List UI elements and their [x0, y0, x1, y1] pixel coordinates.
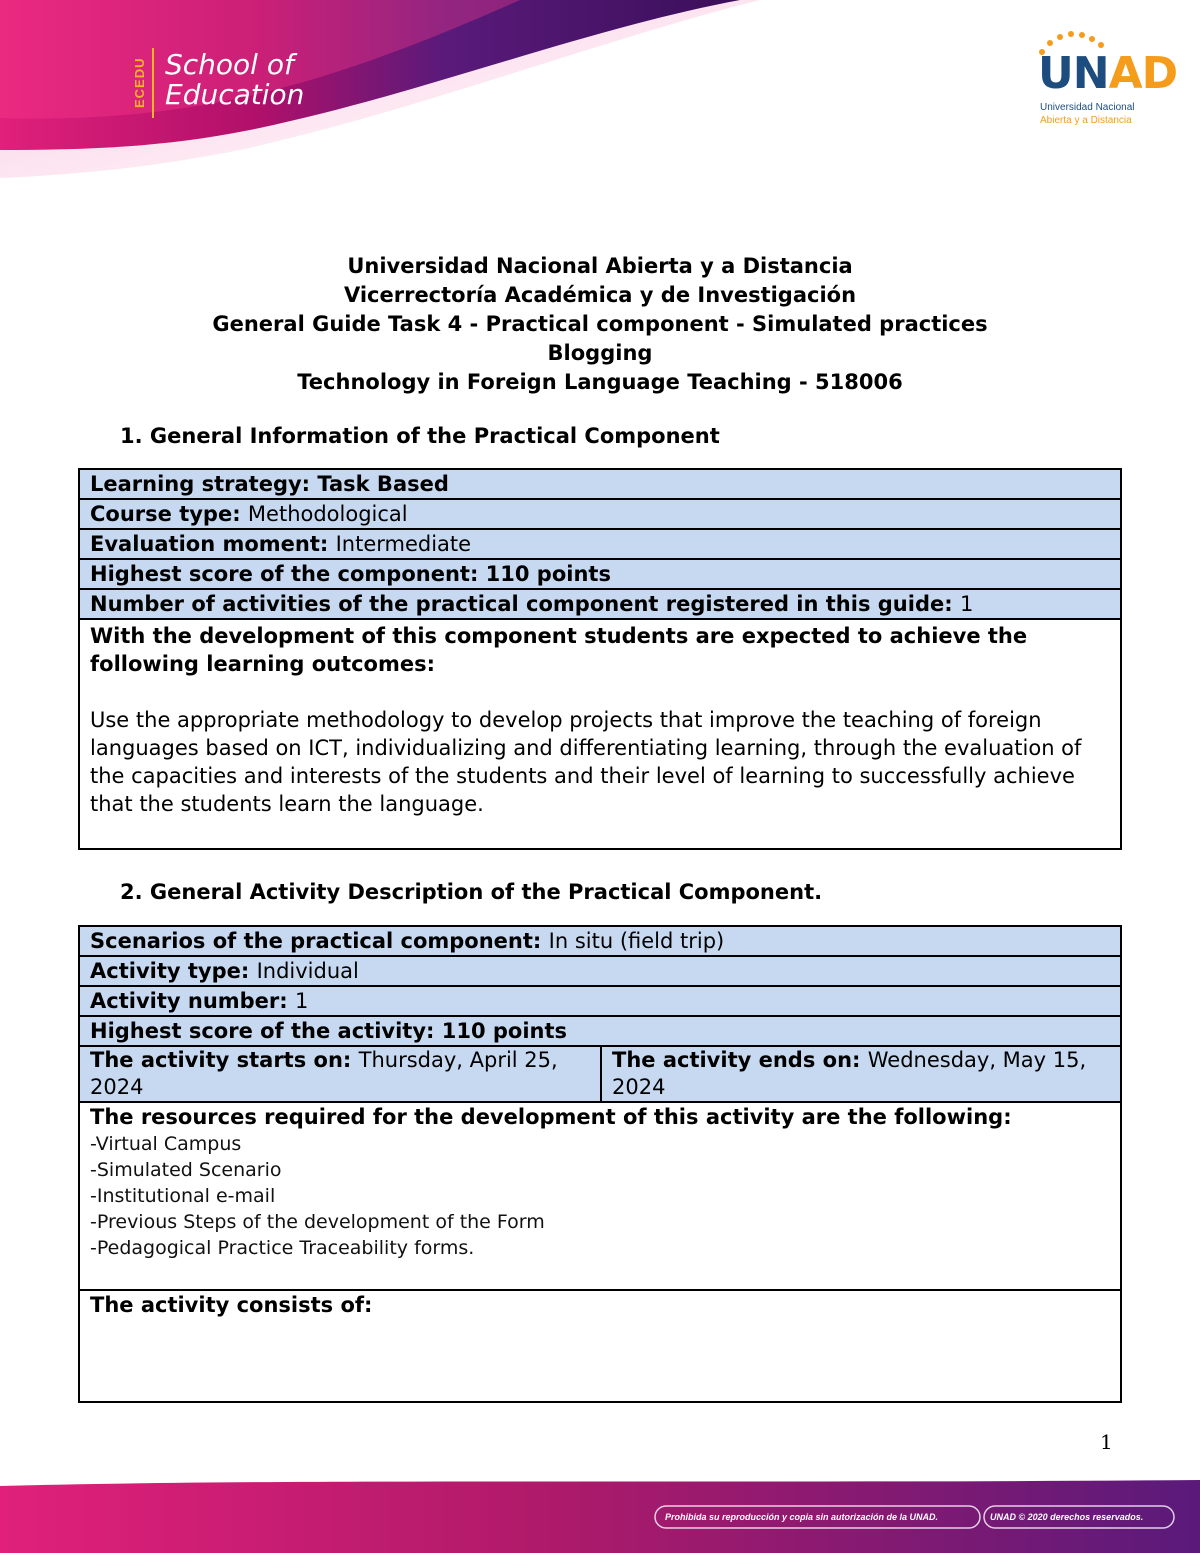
scenarios-cell: Scenarios of the practical component: In situ (field trip): [79, 926, 1121, 956]
school-of-education-logo: [165, 50, 304, 110]
resource-item: -Institutional e-mail: [90, 1185, 276, 1207]
resource-item: -Simulated Scenario: [90, 1159, 282, 1181]
resources-cell: [79, 1102, 1121, 1290]
activity-description-table: [78, 925, 1122, 1403]
unad-subtitle: Abierta y a Distancia: [1040, 115, 1132, 126]
section1-heading: 1. General Information of the Practical Component: [120, 424, 720, 448]
unad-wordmark: UNAD: [1038, 48, 1178, 99]
activity-starts-cell: The activity starts on: Thursday, April 25, 2024: [79, 1046, 601, 1102]
number-of-activities-cell: Number of activities of the practical component registered in this guide: 1: [79, 589, 1121, 619]
resources-heading: The resources required for the development of this activity are the following:: [90, 1105, 1012, 1129]
highest-score-component-cell: Highest score of the component: 110 points: [79, 559, 1121, 589]
resource-item: -Pedagogical Practice Traceability forms.: [90, 1237, 475, 1259]
resource-item: -Virtual Campus: [90, 1133, 242, 1155]
document-title-block: [0, 252, 1200, 397]
course-type-cell: Course type: Methodological: [79, 499, 1121, 529]
activity-consists-heading: The activity consists of:: [90, 1293, 373, 1317]
title-vicerrectoria: Vicerrectoría Académica y de Investigación: [343, 283, 857, 307]
unad-name: Universidad Nacional: [1040, 102, 1135, 113]
school-title-line2: Education: [165, 78, 305, 111]
evaluation-moment-cell: Evaluation moment: Intermediate: [79, 529, 1121, 559]
title-university: Universidad Nacional Abierta y a Distancia: [347, 254, 853, 278]
learning-strategy-cell: Learning strategy: Task Based: [79, 469, 1121, 499]
footer-copyright: UNAD © 2020 derechos reservados.: [990, 1512, 1144, 1522]
school-title-line1: School of: [165, 48, 294, 81]
resource-item: -Previous Steps of the development of the Form: [90, 1211, 545, 1233]
footer-notice: Prohibida su reproducción y copia sin autorización de la UNAD.: [665, 1512, 939, 1522]
highest-score-activity-cell: Highest score of the activity: 110 points: [79, 1016, 1121, 1046]
activity-number-cell: Activity number: 1: [79, 986, 1121, 1016]
ecedu-label: ECEDU: [132, 57, 147, 109]
learning-outcomes-cell: [79, 619, 1121, 849]
activity-ends-cell: The activity ends on: Wednesday, May 15, 2024: [601, 1046, 1121, 1102]
learning-outcomes-text: Use the appropriate methodology to develop projects that improve the teaching of foreign languages based on ICT, individualizing and differentiating learning, through the evaluation of the capacities and interests of the students and their level of learning to successfully achieve that the students learn the language.: [90, 708, 1082, 816]
title-course: Technology in Foreign Language Teaching - 518006: [297, 370, 903, 394]
general-info-table: [78, 468, 1122, 850]
section2-heading: 2. General Activity Description of the Practical Component.: [120, 880, 823, 904]
page-number: 1: [1100, 1430, 1113, 1454]
learning-outcomes-heading: With the development of this component students are expected to achieve the following learning outcomes:: [90, 624, 1028, 676]
activity-type-cell: Activity type: Individual: [79, 956, 1121, 986]
title-guide: General Guide Task 4 - Practical component - Simulated practices: [212, 312, 988, 336]
activity-consists-cell: [79, 1290, 1121, 1402]
title-blogging: Blogging: [547, 341, 653, 365]
